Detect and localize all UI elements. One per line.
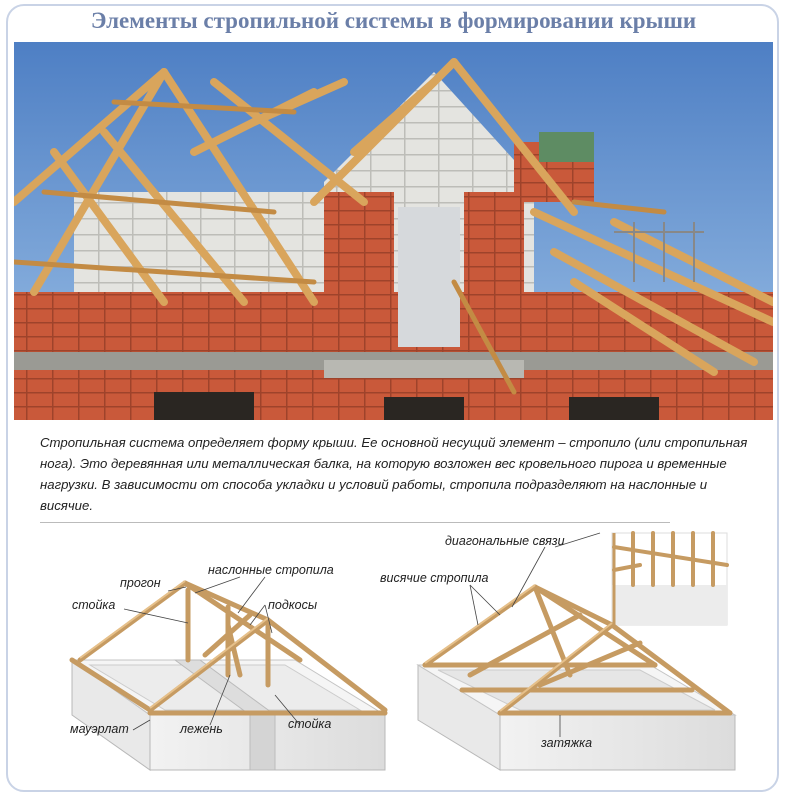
divider	[40, 522, 670, 523]
label-naslonnye-stropila: наслонные стропила	[208, 563, 334, 577]
label-zatyazhka: затяжка	[541, 736, 593, 750]
label-stoyka-bottom: стойка	[288, 717, 332, 731]
label-visyachie-stropila: висячие стропила	[380, 571, 489, 585]
right-diagram-visyachie	[380, 533, 735, 770]
left-diagram-naslonnye	[70, 563, 385, 770]
rafter-diagrams	[0, 525, 787, 795]
label-progon: прогон	[120, 576, 161, 590]
label-stoyka-top: стойка	[72, 598, 116, 612]
label-lezhen: лежень	[180, 722, 223, 736]
label-podkosy: подкосы	[268, 598, 318, 612]
label-mauerlat: мауэрлат	[70, 722, 129, 736]
description-text: Стропильная система определяет форму крыши. Ее основной несущий элемент – стропило (или стропильная нога). Это деревянная или металлическая балка, на которую возложен вес кровельного пирога и временные нагрузки. В зависимости от способа укладки и условий работы, стропила подразделяют на наслонные и висячие.	[40, 435, 748, 513]
roof-construction-photo	[14, 42, 773, 420]
label-diagonalnye-svyazi: диагональные связи	[445, 534, 565, 548]
page-title: Элементы стропильной системы в формировании крыши	[90, 8, 697, 33]
